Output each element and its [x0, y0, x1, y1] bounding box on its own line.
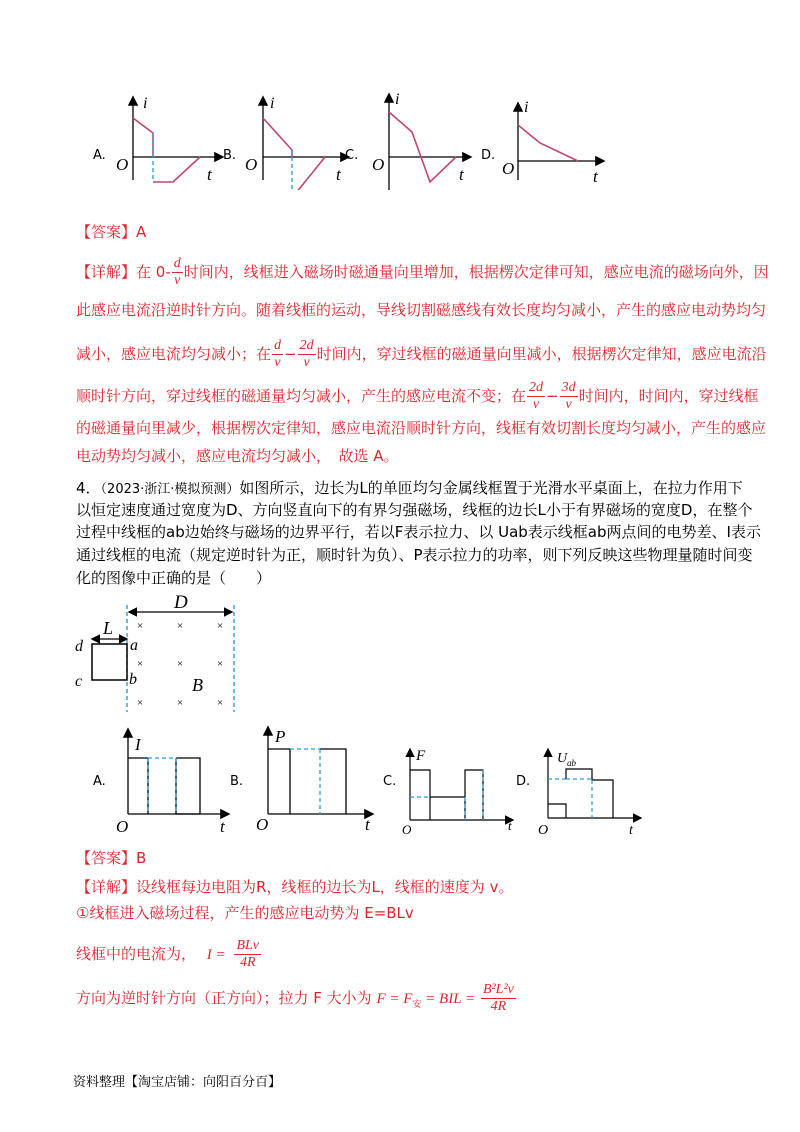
answer-1: [76, 222, 726, 242]
svg-text:×: ×: [137, 620, 144, 632]
graph-b-i-label: i: [270, 95, 275, 112]
option-a-label: A.: [93, 148, 106, 163]
explain-1-line4b: 时间内，时间内，穿过线框: [578, 387, 759, 405]
graph-c-origin: O: [372, 155, 385, 174]
graph-c: [372, 91, 470, 190]
q4-c-O: O: [402, 822, 412, 834]
q4-a-t: t: [220, 817, 225, 834]
label-D: D: [174, 592, 188, 613]
q4-d-U-sub: ab: [567, 758, 576, 768]
svg-text:×: ×: [217, 658, 224, 670]
explain-2-line1: 设线框每边电阻为R，线框的边长为L，线框的速度为 v。: [136, 878, 514, 896]
q4-d-O: O: [538, 823, 549, 834]
svg-text:×: ×: [137, 658, 144, 670]
explain-1-line-2: 此感应电流沿逆时针方向。随着线框的运动，导线切割磁感线有效长度均匀减小，产生的感应电动势均匀: [76, 301, 767, 319]
q4-graph-c: [402, 748, 512, 834]
label-c: c: [75, 673, 83, 690]
q4-b-P: P: [275, 727, 286, 746]
fraction-3d-v: $\frac{3d}{v}$: [561, 380, 576, 412]
graph-c-t-label: t: [459, 165, 464, 184]
explain-1-line-3: 减小，感应电流均匀减小；在 $\frac{d}{v}$ − $\frac{2d}{v}$ 时间内，穿过线框的磁通量向里减小，根据楞次定律知，感应电流沿: [76, 338, 767, 370]
explain-2-label: 【详解】: [76, 878, 137, 896]
explain-1-line3b: 时间内，穿过线框的磁通量向里减小，根据楞次定律知，感应电流沿: [316, 345, 767, 363]
answer-2: [76, 848, 726, 868]
q4-graph-d: [538, 750, 640, 834]
option-b-label: B.: [223, 148, 237, 163]
graph-d-i-label: i: [524, 99, 529, 116]
graph-d-t-label: t: [593, 167, 598, 186]
question-4-line-4: 通过线框的电流（规定逆时针为正，顺时针为负）、P表示拉力的功率，则下列反映这些物理量随时间变: [76, 546, 753, 564]
svg-text:×: ×: [177, 697, 184, 709]
explain-1-line1a: 在 0-: [136, 263, 171, 281]
eq-force-lhs: F = F: [376, 991, 413, 1007]
answer-1-label: 【答案】: [76, 223, 137, 241]
eq-force-fraction: $\frac{\text{B²L²v}}{4R}$: [482, 982, 514, 1014]
explain-2-line-2: ①线框进入磁场过程，产生的感应电动势为 E=BLv: [76, 904, 414, 922]
svg-text:×: ×: [217, 697, 224, 709]
q4-d-U: U: [557, 751, 568, 766]
graph-b-origin: O: [245, 155, 258, 174]
explain-2-line-3: [76, 938, 726, 971]
top-graphs-svg: [0, 90, 800, 190]
explain-1-line-5: 的磁通量向里减少，根据楞次定律知，感应电流沿顺时针方向，线框有效切割长度均匀减小，产生的感应: [76, 419, 767, 437]
eq-force-sub: 安: [412, 1000, 422, 1010]
question-source: （2023·浙江·模拟预测）: [100, 482, 240, 497]
label-a: a: [130, 637, 138, 654]
question-4-line-1: [76, 478, 743, 500]
explain-1-line-4: 顺时针方向，穿过线框的磁通量均匀减小，产生的感应电流不变；在 $\frac{2d}{v}$ − $\frac{3d}{v}$ 时间内，时间内，穿过线框: [76, 380, 759, 412]
eq-current-lhs: I =: [206, 947, 226, 963]
answer-2-label: 【答案】: [76, 849, 137, 867]
explain-1-line3a: 减小，感应电流均匀减小；在: [76, 345, 272, 363]
graph-c-i-label: i: [395, 91, 400, 108]
svg-text:×: ×: [137, 697, 144, 709]
explain-1-line-1: [76, 256, 769, 289]
q4-d-t: t: [629, 823, 633, 834]
explain-2-line4-text: 方向为逆时针方向（正方向）；拉力 F 大小为: [76, 989, 372, 1007]
graph-b-t-label: t: [336, 165, 341, 184]
graph-d-origin: O: [502, 159, 515, 178]
eq-force-mid: = BIL =: [421, 991, 476, 1007]
graph-a-t-label: t: [207, 165, 212, 184]
svg-text:×: ×: [217, 620, 224, 632]
q4-graphs-svg: [0, 722, 800, 834]
q4-b-O: O: [256, 815, 269, 834]
q4-c-F: F: [416, 748, 426, 764]
magnetic-field-figure: [70, 590, 260, 715]
explain-2-line-1: [76, 877, 726, 897]
question-4-line1-text: 如图所示，边长为L的单匝均匀金属线框置于光滑水平桌面上，在拉力作用下: [239, 479, 743, 497]
graph-b: [245, 95, 348, 190]
option-d-label: D.: [481, 148, 496, 163]
q4-graph-b: [256, 727, 372, 834]
graph-a-i-label: i: [143, 95, 148, 112]
q4-b-t: t: [365, 815, 370, 834]
q4-option-a-label: A.: [93, 774, 106, 789]
label-B: B: [192, 675, 203, 695]
field-crosses: [137, 620, 223, 709]
explain-1-line1b: 时间内，线框进入磁场时磁通量向里增加，根据楞次定律可知，感应电流的磁场向外，因: [183, 263, 769, 281]
q4-c-t: t: [508, 818, 512, 833]
footer-text: 资料整理【淘宝店铺：向阳百分百】: [73, 1075, 282, 1090]
q4-option-c-label: C.: [383, 774, 397, 789]
q4-a-I: I: [135, 735, 141, 754]
explain-2-line3-text: 线框中的电流为，: [76, 945, 197, 963]
svg-text:×: ×: [177, 620, 184, 632]
question-number: 4．: [76, 479, 101, 497]
eq-current-fraction: $\frac{\text{BLv}}{4R}$: [236, 938, 260, 970]
question-4-line-5: 化的图像中正确的是（ ）: [76, 569, 272, 587]
answer-1-value: A: [136, 223, 147, 241]
explain-2-line-4: [76, 982, 726, 1015]
question-4-line-3: 过程中线框的ab边始终与磁场的边界平行，若以F表示拉力、以 Uab表示线框ab两点间的电势差、I表示: [76, 523, 761, 541]
q4-graph-a: [116, 730, 228, 834]
graph-a: [116, 95, 222, 184]
label-d: d: [75, 638, 83, 655]
explain-1-line-6: 电动势均匀减小，感应电流均匀减小， 故选 A。: [76, 447, 399, 465]
answer-2-value: B: [136, 849, 147, 867]
question-4-line-2: 以恒定速度通过宽度为D、方向竖直向下的有界匀强磁场，线框的边长L小于有界磁场的宽度D，在整个: [76, 501, 753, 519]
fraction-2d-v: $\frac{2d}{v}$: [299, 338, 314, 370]
explain-1-label: 【详解】: [76, 263, 137, 281]
fraction-d-v-2: $\frac{d}{v}$: [274, 338, 282, 370]
label-b: b: [129, 671, 137, 688]
fraction-d-v: $\frac{d}{v}$: [173, 256, 181, 288]
graph-a-origin: O: [116, 155, 129, 174]
label-L: L: [103, 618, 114, 638]
option-c-label: C.: [345, 148, 359, 163]
explain-1-line4a: 顺时针方向，穿过线框的磁通量均匀减小，产生的感应电流不变；在: [76, 387, 527, 405]
q4-option-d-label: D.: [516, 774, 531, 789]
q4-option-b-label: B.: [230, 774, 244, 789]
fraction-2d-v-b: $\frac{2d}{v}$: [529, 380, 544, 412]
q4-a-O: O: [116, 817, 129, 834]
svg-text:×: ×: [177, 658, 184, 670]
graph-d: [502, 99, 603, 186]
